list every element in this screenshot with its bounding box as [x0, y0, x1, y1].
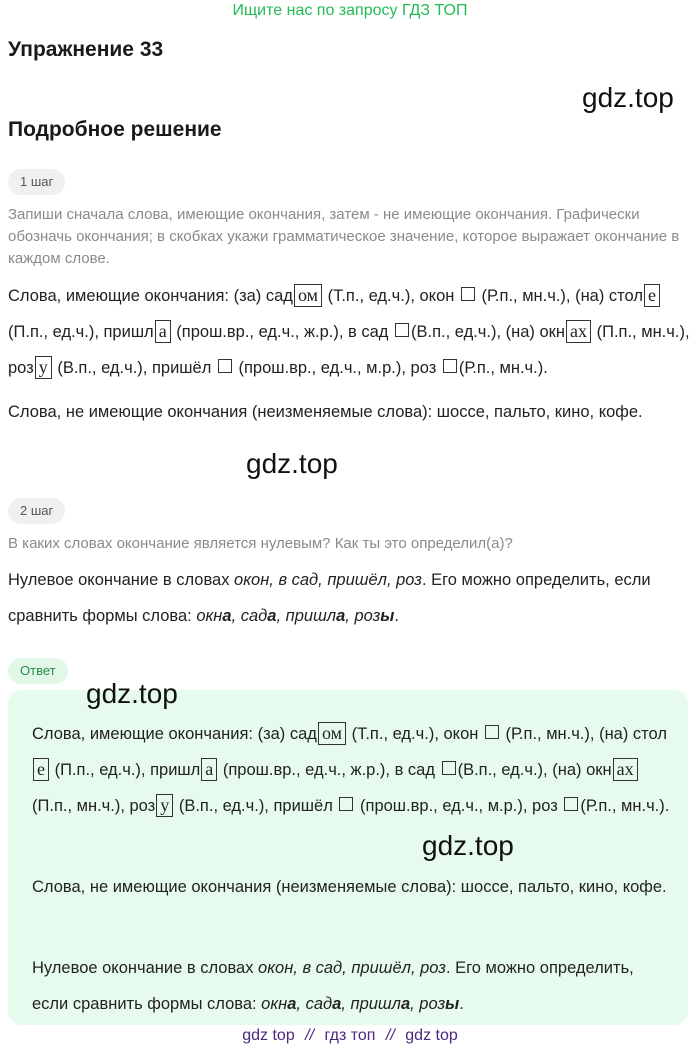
ending-box: ом: [294, 284, 322, 307]
watermark: gdz.top: [86, 678, 178, 709]
answer-with-endings: Слова, имеющие окончания: (за) сад ом (Т.п., ед.ч.), окон (Р.п., мн.ч.), (на) столе (П.п., ед.ч.), пришл а (прош.вр., ед.ч., ж.р.), в сад (В.п., ед.ч.), (на) окн ах (П.п., мн.ч.), роз у (В.п., ед.ч.), пришёл (прош.вр., ед.ч., м.р.), роз (Р.п., мн.ч.).: [32, 723, 670, 815]
zero-ending-box: [443, 359, 457, 373]
ending-box: ом: [318, 722, 346, 745]
step-1-badge: 1 шаг: [8, 169, 65, 195]
answer-badge: Ответ: [8, 658, 68, 684]
solution-title: Подробное решение: [8, 118, 222, 141]
watermark: gdz.top: [582, 82, 674, 113]
ending-box: у: [35, 356, 52, 379]
zero-ending-box: [218, 359, 232, 373]
answer-zero-ending: Нулевое окончание в словах окон, в сад, пришёл, роз. Его можно определить, если сравнить формы слова: окна, сада, пришла, розы.: [32, 959, 634, 1013]
footer-link-gdz-top-ru[interactable]: гдз топ: [324, 1027, 376, 1044]
ending-box: ах: [566, 320, 591, 343]
zero-ending-box: [442, 761, 456, 775]
step-2-task: В каких словах окончание является нулевым? Как ты это определил(а)?: [8, 535, 513, 552]
step-1-task: Запиши сначала слова, имеющие окончания, затем - не имеющие окончания. Графически обозначь окончания; в скобках укажи грамматическое значение, которое выражает окончание в каждом слове.: [8, 206, 680, 267]
ending-box: ах: [613, 758, 638, 781]
answer-without-endings: Слова, не имеющие окончания (неизменяемые слова): шоссе, пальто, кино, кофе.: [32, 878, 667, 896]
ending-box: а: [201, 758, 217, 781]
footer-links: [0, 1027, 700, 1045]
exercise-title: Упражнение 33: [8, 38, 164, 61]
zero-ending-box: [485, 725, 499, 739]
ending-box: а: [155, 320, 171, 343]
zero-ending-box: [395, 323, 409, 337]
ending-box: е: [33, 758, 49, 781]
ending-box: е: [644, 284, 660, 307]
step-1-answer-without-endings: Слова, не имеющие окончания (неизменяемые слова): шоссе, пальто, кино, кофе.: [8, 403, 643, 421]
watermark: gdz.top: [246, 448, 338, 479]
search-banner[interactable]: Ищите нас по запросу ГДЗ ТОП: [232, 2, 468, 19]
footer-link-gdz-top-2[interactable]: gdz top: [405, 1027, 458, 1044]
zero-ending-box: [564, 797, 578, 811]
watermark: gdz.top: [422, 830, 514, 861]
footer-separator: //: [385, 1027, 395, 1044]
ending-box: у: [156, 794, 173, 817]
step-2-answer: Нулевое окончание в словах окон, в сад, пришёл, роз. Его можно определить, если сравнить формы слова: окна, сада, пришла, розы.: [8, 571, 651, 625]
zero-ending-box: [461, 287, 475, 301]
zero-ending-box: [339, 797, 353, 811]
step-1-answer-with-endings: Слова, имеющие окончания: (за) сад ом (Т.п., ед.ч.), окон (Р.п., мн.ч.), (на) стол е (П.п., ед.ч.), пришл а (прош.вр., ед.ч., ж.р.), в сад (В.п., ед.ч.), (на) окн ах (П.п., мн.ч.), роз у (В.п., ед.ч.), пришёл (прош.вр., ед.ч., м.р.), роз (Р.п., мн.ч.).: [8, 285, 690, 377]
footer-link-gdz-top[interactable]: gdz top: [242, 1027, 295, 1044]
step-2-badge: 2 шаг: [8, 498, 65, 524]
footer-separator: //: [305, 1027, 315, 1044]
